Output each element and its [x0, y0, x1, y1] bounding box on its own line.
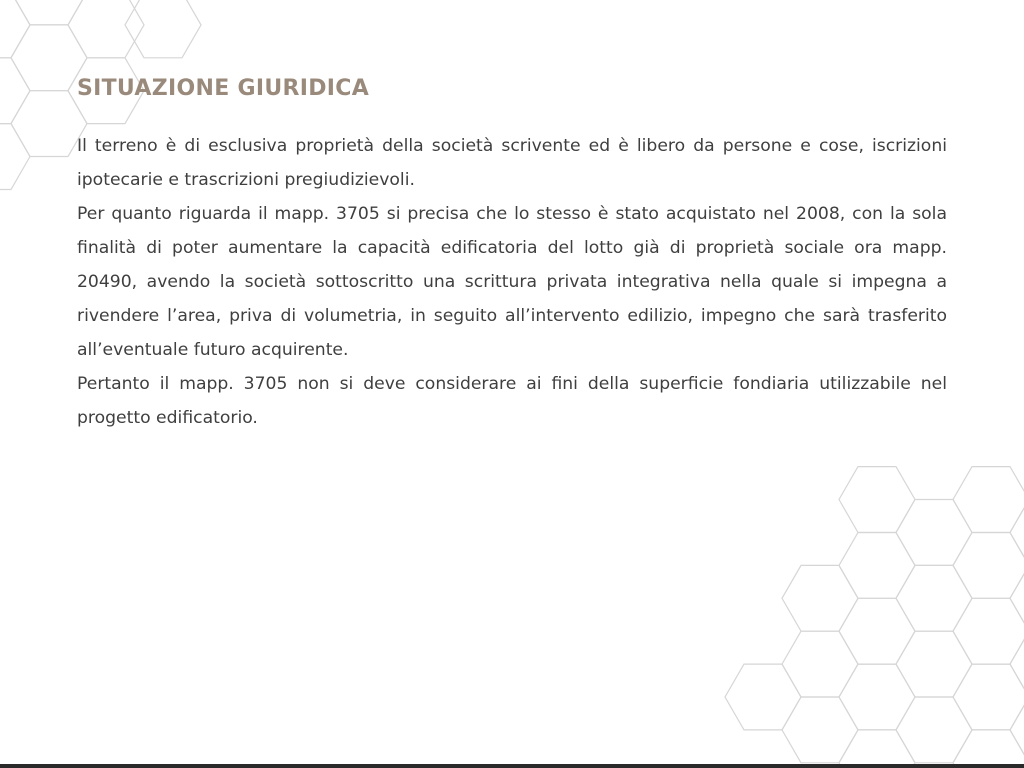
bottom-divider [0, 764, 1024, 768]
hexagon-outline [11, 91, 87, 157]
hexagon-cluster-bottom-right [725, 467, 1024, 768]
hexagon-outline [11, 25, 87, 91]
hexagon-outline [782, 631, 858, 697]
hexagon-outline [896, 500, 972, 566]
section-title: SITUAZIONE GIURIDICA [77, 76, 370, 101]
hexagon-outline [839, 598, 915, 664]
section-body [77, 129, 947, 435]
hexagon-outline [839, 664, 915, 730]
paragraph-ownership: Il terreno è di esclusiva proprietà della società scrivente ed è libero da persone e cose, iscrizioni ipotecarie e trascrizioni pregiudizievoli. [77, 136, 947, 190]
paragraph-conclusion: Pertanto il mapp. 3705 non si deve considerare ai fini della superficie fondiaria utilizzabile nel progetto edificatorio. [77, 374, 947, 428]
hexagon-outline [125, 0, 201, 58]
hexagon-outline [953, 598, 1024, 664]
hexagon-outline [1010, 697, 1024, 763]
hexagon-outline [896, 565, 972, 631]
hexagon-outline [0, 0, 30, 58]
hexagon-outline [725, 664, 801, 730]
hexagon-outline [839, 467, 915, 533]
hexagon-outline [782, 565, 858, 631]
hexagon-outline [1010, 565, 1024, 631]
hexagon-outline [953, 533, 1024, 599]
hexagon-outline [782, 697, 858, 763]
hexagon-outline [0, 124, 30, 190]
hexagon-outline [896, 631, 972, 697]
hexagon-outline [0, 58, 30, 124]
hexagon-outline [68, 0, 144, 58]
hexagon-outline [11, 0, 87, 25]
hexagon-outline [1010, 631, 1024, 697]
hexagon-outline [839, 730, 915, 768]
hexagon-outline [896, 697, 972, 763]
hexagon-outline [953, 730, 1024, 768]
hexagon-outline [953, 664, 1024, 730]
hexagon-outline [1010, 500, 1024, 566]
hexagon-outline [953, 467, 1024, 533]
hexagon-outline [839, 533, 915, 599]
paragraph-mapp-3705: Per quanto riguarda il mapp. 3705 si precisa che lo stesso è stato acquistato nel 2008, con la sola finalità di poter aumentare la capacità edificatoria del lotto già di proprietà sociale ora mapp. 20490, avendo la società sottoscritto una scrittura privata integrativa nella quale si impegna a rivendere l’area, priva di volumetria, in seguito all’intervento edilizio, impegno che sarà trasferito all’eventuale futuro acquirente. [77, 204, 947, 360]
